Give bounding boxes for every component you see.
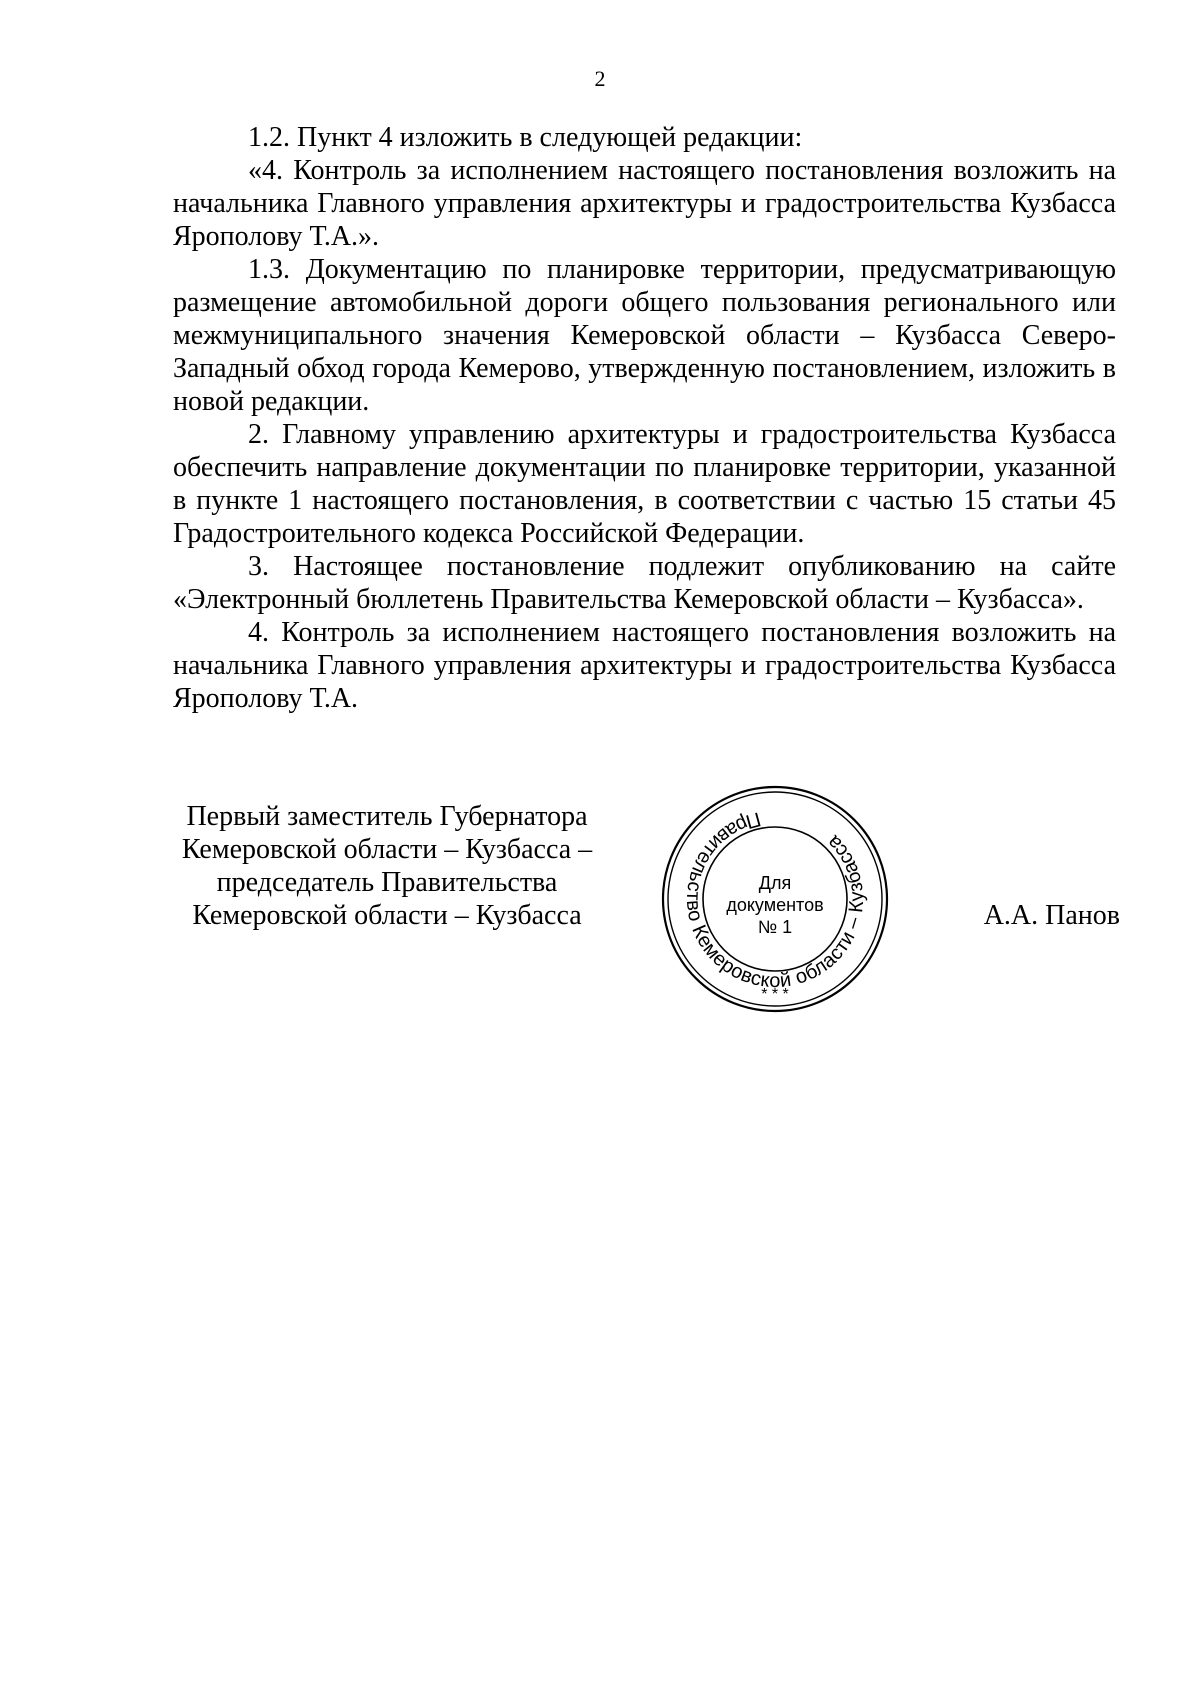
paragraph-3: 3. Настоящее постановление подлежит опубликованию на сайте «Электронный бюллетень Правительства Кемеровской области – Кузбасса».: [173, 551, 1116, 615]
seal-ring-text: Правительство Кемеровской области – Кузбасса: [681, 807, 869, 993]
page-number: 2: [594, 66, 606, 91]
document-body: [173, 121, 1116, 715]
signer-position-line: председатель Правительства: [216, 867, 558, 898]
paragraph-2: 2. Главному управлению архитектуры и градостроительства Кузбасса обеспечить направление документации по планировке территории, указанной в пункте 1 настоящего постановления, в соответствии с частью 15 статьи 45 Градостроительного кодекса Российской Федерации.: [173, 419, 1116, 549]
seal-center-line: № 1: [757, 917, 793, 937]
seal-center-line: Для: [758, 873, 792, 893]
signer-position-line: Кемеровской области – Кузбасса: [192, 900, 582, 931]
official-seal: [659, 783, 891, 1015]
signer-position-line: Первый заместитель Губернатора: [186, 801, 588, 832]
paragraph-quoted-item-4: «4. Контроль за исполнением настоящего постановления возложить на начальника Главного управления архитектуры и градостроительства Кузбасса Ярополову Т.А.».: [173, 155, 1116, 252]
signer-position-line: Кемеровской области – Кузбасса –: [181, 834, 593, 865]
paragraph-4: 4. Контроль за исполнением настоящего постановления возложить на начальника Главного управления архитектуры и градостроительства Кузбасса Ярополову Т.А.: [173, 617, 1116, 714]
seal-stars: * * *: [761, 986, 789, 1003]
signatory-name: А.А. Панов: [983, 900, 1120, 931]
paragraph-1-2: 1.2. Пункт 4 изложить в следующей редакции:: [248, 122, 803, 153]
paragraph-1-3: 1.3. Документацию по планировке территории, предусматривающую размещение автомобильной дороги общего пользования регионального или межмуниципального значения Кемеровской области – Кузбасса Северо-Западный обход города Кемерово, утвержденную постановлением, изложить в новой редакции.: [173, 254, 1116, 417]
signer-position: [162, 800, 612, 932]
seal-center-line: документов: [726, 895, 824, 915]
